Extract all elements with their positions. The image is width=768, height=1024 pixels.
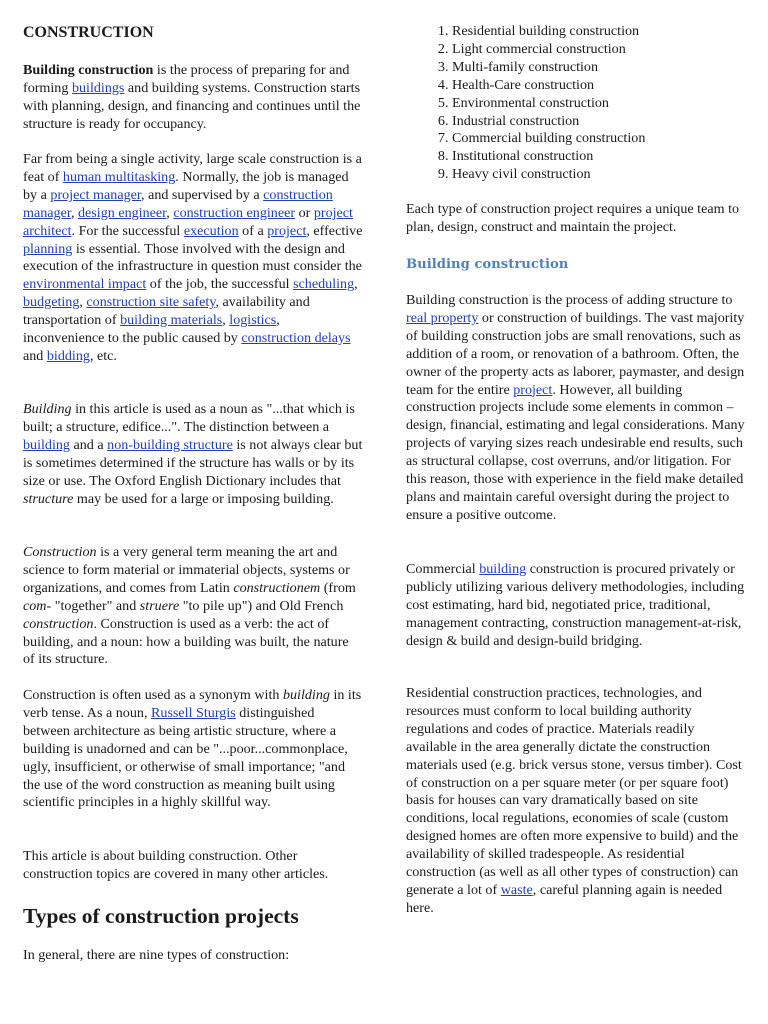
section-heading-types: Types of construction projects	[23, 904, 299, 928]
link-construction-engineer[interactable]: construction engineer	[173, 204, 296, 221]
paragraph-intro: Building construction is the process of preparing for and forming buildings and building systems. Construction starts with planning, design, and financing and continues until the structure is ready for occupancy.	[23, 62, 361, 132]
list-item: 2. Light commercial construction	[452, 41, 752, 59]
list-item: 4. Health-Care construction	[452, 77, 752, 95]
link-project-architect[interactable]: project architect	[23, 204, 353, 239]
document-title: CONSTRUCTION	[23, 24, 154, 41]
link-building[interactable]: building	[23, 436, 70, 453]
link-construction-manager[interactable]: construction manager	[23, 186, 333, 221]
list-item: 8. Institutional construction	[452, 148, 752, 166]
link-buildings[interactable]: buildings	[71, 79, 125, 96]
term-building-construction: Building construction	[23, 62, 154, 78]
paragraph-synonym: Construction is often used as a synonym with building in its verb tense. As a noun, Russell Sturgis distinguished between architecture as being artistic structure, where a building is unadorned and can be "...poor...commonplace, ugly, insufficient, or otherwise of small importance; "and the use of the word construction as meaning built using scientific principles in a highly skillful way.	[23, 687, 362, 811]
list-item: 5. Environmental construction	[452, 95, 752, 113]
paragraph-building-construction: Building construction is the process of adding structure to real property or construction of buildings. The vast majority of building construction jobs are small renovations, such as addition of a room, or renovation of a bathroom. Often, the owner of the property acts as laborer, paymaster, and design team for the entire project. However, all building construction projects include some elements in common – design, financial, estimating and legal considerations. Many projects of varying sizes reach undesirable end results, such as structural collapse, cost overruns, and/or litigation. For this reason, those with experience in the field make detailed plans and maintain careful oversight during the project to ensure a positive outcome.	[406, 292, 745, 523]
paragraph-residential: Residential construction practices, technologies, and resources must conform to local building authority regulations and codes of practice. Materials readily available in the area generally dictate the construction materials used (e.g. brick versus stone, versus timber). Cost of construction on a per square meter (or per square foot) basis for houses can vary dramatically based on site conditions, local regulations, economies of scale (custom designed homes are often more expensive to build) and the availability of skilled tradespeople. As residential construction (as well as all other types of construction) can generate a lot of waste, careful planning again is needed here.	[406, 685, 742, 916]
link-non-building-structure[interactable]: non-building structure	[107, 436, 233, 453]
link-waste[interactable]: waste	[500, 881, 533, 898]
list-item: 1. Residential building construction	[452, 23, 752, 41]
link-building-materials[interactable]: building materials	[120, 312, 223, 329]
link-environmental-impact[interactable]: environmental impact	[23, 276, 147, 293]
link-construction-site-safety[interactable]: construction site safety	[86, 294, 216, 311]
list-item: 3. Multi-family construction	[452, 59, 752, 77]
list-item: 9. Heavy civil construction	[452, 166, 752, 184]
paragraph-commercial: Commercial building construction is procured privately or publicly utilizing various delivery methodologies, including cost estimating, hard bid, negotiated price, traditional, management contracting, construction management-at-risk, design & build and design-build bridging.	[406, 561, 745, 649]
link-real-property[interactable]: real property	[406, 309, 479, 326]
link-scheduling[interactable]: scheduling	[293, 276, 355, 293]
paragraph-activity: Far from being a single activity, large scale construction is a feat of human multitasking. Normally, the job is managed by a project manager, and supervised by a construction manager, design engineer, construction engineer or project architect. For the successful execution of a project, effective planning is essential. Those involved with the design and execution of the infrastructure in question must consider the environmental impact of the job, the successful scheduling, budgeting, construction site safety, availability and transportation of building materials, logistics, inconvenience to the public caused by construction delays and bidding, etc.	[23, 151, 363, 364]
paragraph-building-definition: Building in this article is used as a noun as "...that which is built; a structure, edifice...". The distinction between a building and a non-building structure is not always clear but is sometimes determined if the structure has walls or by its size or use. The Oxford English Dictionary includes that structure may be used for a large or imposing building.	[23, 401, 363, 507]
link-construction-delays[interactable]: construction delays	[241, 330, 351, 347]
paragraph-about: This article is about building construction. Other construction topics are covered in many other articles.	[23, 848, 329, 882]
link-planning[interactable]: planning	[23, 240, 73, 257]
link-human-multitasking[interactable]: human multitasking	[62, 168, 176, 185]
link-budgeting[interactable]: budgeting	[23, 294, 80, 311]
paragraph-unique-team: Each type of construction project requires a unique team to plan, design, construct and maintain the project.	[406, 201, 740, 235]
link-execution[interactable]: execution	[183, 222, 239, 239]
link-building[interactable]: building	[479, 561, 527, 577]
paragraph-nine-types: In general, there are nine types of construction:	[23, 947, 290, 963]
list-item: 7. Commercial building construction	[452, 130, 752, 148]
link-project[interactable]: project	[513, 381, 553, 398]
link-bidding[interactable]: bidding	[46, 347, 90, 364]
link-project[interactable]: project	[267, 222, 307, 239]
link-design-engineer[interactable]: design engineer	[78, 204, 167, 221]
paragraph-construction-definition: Construction is a very general term meaning the art and science to form material or immaterial objects, systems or organizations, and comes from Latin constructionem (from com- "together" and struere "to pile up") and Old French construction. Construction is used as a verb: the act of building, and a noun: how a building was built, the nature of its structure.	[23, 544, 356, 668]
link-logistics[interactable]: logistics	[229, 312, 277, 329]
link-project-manager[interactable]: project manager	[50, 186, 142, 203]
subheading-building-construction: Building construction	[406, 257, 569, 272]
link-russell-sturgis[interactable]: Russell Sturgis	[151, 704, 236, 721]
list-item: 6. Industrial construction	[452, 113, 752, 131]
construction-types-list	[406, 23, 752, 184]
